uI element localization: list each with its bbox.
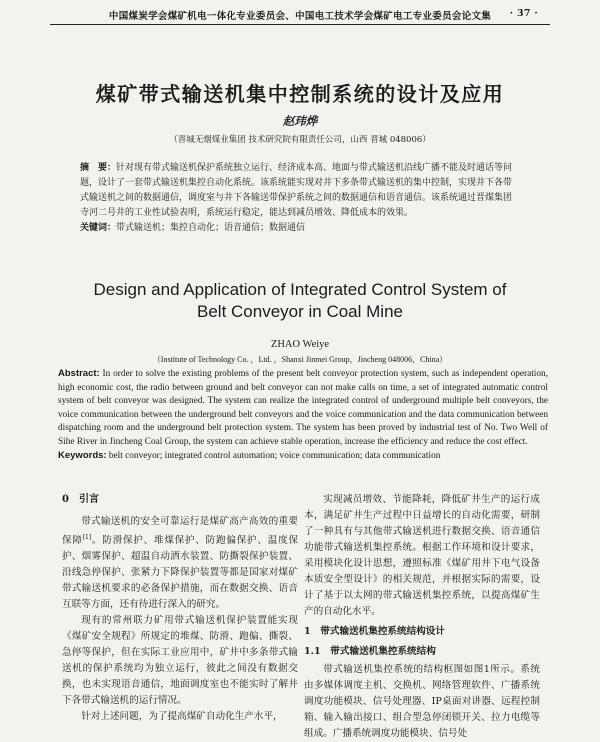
chinese-keywords-label: 关键词：	[80, 223, 117, 233]
running-title: 中国煤炭学会煤矿机电一体化专业委员会、中国电工技术学会煤矿电工专业委员会论文集	[108, 11, 492, 22]
paragraph-4: 实现减员增效、节能降耗，降低矿井生产的运行成本，满足矿井生产过程中日益增长的自动化需要，研制了一种具有与其他带式输送机进行数据交换、语音通信功能带式输送机集控系统。根据工作环境和设计要求，采用模块化设计思想，遵照标准《煤矿用井下电气设备本质安全型设计》的相关规范，并根据实际的需要，设计了基于以太网的带式输送机集控系统，以提高煤矿生产的自动化水平。	[304, 494, 540, 617]
paragraph-2: 现有的常州联力矿用带式输送机保护装置能实现《煤矿安全规程》所规定的堆煤、防滑、跑偏、撕裂、急停等保护，但在实际工业应用中，矿井中多条带式输送机的保护系统均为独立运行，彼此之间没有数据交换，也未实现语音通信，地面调度室也不能实时了解井下各带式输送机的运行情况。	[62, 615, 298, 707]
chinese-keywords-text: 带式输送机；集控自动化；语音通信；数据通信	[116, 223, 306, 233]
english-keywords	[58, 449, 548, 464]
chinese-keywords	[80, 221, 520, 236]
english-affiliation: （Institute of Technology Co．，Ltd．，Shanxi Jinmei Group，Jincheng 048006，China）	[152, 355, 448, 364]
running-header	[0, 8, 600, 22]
section-0-heading: 0 引言	[62, 494, 99, 505]
header-rule	[50, 24, 550, 25]
page-number: · 37 ·	[509, 8, 538, 19]
chinese-affiliation: （晋城无烟煤业集团 技术研究院有限责任公司，山西 晋城 048006）	[169, 135, 431, 145]
english-abstract	[58, 367, 548, 464]
chinese-abstract-label: 摘 要：	[80, 163, 117, 173]
chinese-abstract	[80, 161, 520, 236]
english-abstract-text: In order to solve the existing problems of the present belt conveyor protection system, such as independent operation, high economic cost, the radio between ground and belt conveyor can not make calls on time, a set of integrated automatic control system of belt conveyor was designed. The system can realize the integrated control of underground multiple belt conveyors, the voice communication between the underground belt conveyors and the voice communication and the data communication between dispatching room and the underground belt protection system. The system has been proved by industrial test of No. Two Well of Sihe River in Jincheng Coal Group, the system can achieve stable operation, increase the efficiency and reduce the cost effect.	[58, 369, 548, 447]
body-left-column	[62, 492, 298, 725]
english-abstract-label: Abstract:	[58, 368, 100, 379]
english-title	[40, 279, 560, 323]
paragraph-1	[62, 514, 298, 613]
citation-1: [1]	[82, 534, 92, 541]
english-keywords-text: belt conveyor; integrated control automation; voice communication; data communication	[108, 451, 441, 461]
body-right-column	[304, 492, 540, 742]
section-1-heading: 1 带式输送机集控系统结构设计	[304, 626, 445, 637]
section-1-1-heading: 1.1 带式输送机集控系统结构	[304, 646, 436, 657]
paragraph-1-text: 带式输送机的安全可靠运行是煤矿高产高效的重要保障	[62, 516, 298, 547]
chinese-abstract-text: 针对现有带式输送机保护系统独立运行、经济成本高、地面与带式输送机沿线广播不能及时通话等问题，设计了一套带式输送机集控自动化系统。该系统能实现对井下多条带式输送机的集中控制，实现井下各带式输送机之间的数据通信，调度室与井下各输送带保护系统之间的数据通信和语音通信。该系统通过晋煤集团寺河二号井的工业性试验表明，系统运行稳定，能达到减员增效、降低成本的效果。	[80, 163, 513, 218]
english-title-line1: Design and Application of Integrated Control System of	[93, 280, 507, 299]
paragraph-1-rest: 。防滑保护、堆煤保护、防跑偏保护、温度保护、烟雾保护、超温自动洒水装置、防撕裂保护装置、沿线急停保护、张紧力下降保护装置等都是国家对煤矿带式输送机要求的必备保护措施，而在数据交换、语音互联等方面，还有待进行深入的研究。	[62, 535, 299, 611]
english-author: ZHAO Weiye	[270, 339, 330, 350]
chinese-title: 煤矿带式输送机集中控制系统的设计及应用	[95, 82, 505, 106]
paragraph-5: 带式输送机集控系统的结构框图如图1所示。系统由多媒体调度主机、交换机、网络管理软件、广播系统调度功能模块、信号处理器、IP桌面对讲器、远程控制箱、输入输出接口、组合型急停闭锁开关、拉力电缆等组成。广播系统调度功能模块、信号处	[304, 664, 540, 739]
paragraph-3: 针对上述问题，为了提高煤矿自动化生产水平，	[81, 711, 283, 723]
english-title-line2: Belt Conveyor in Coal Mine	[197, 302, 403, 321]
chinese-author: 赵玮烨	[282, 114, 318, 128]
english-keywords-label: Keywords:	[58, 450, 107, 461]
